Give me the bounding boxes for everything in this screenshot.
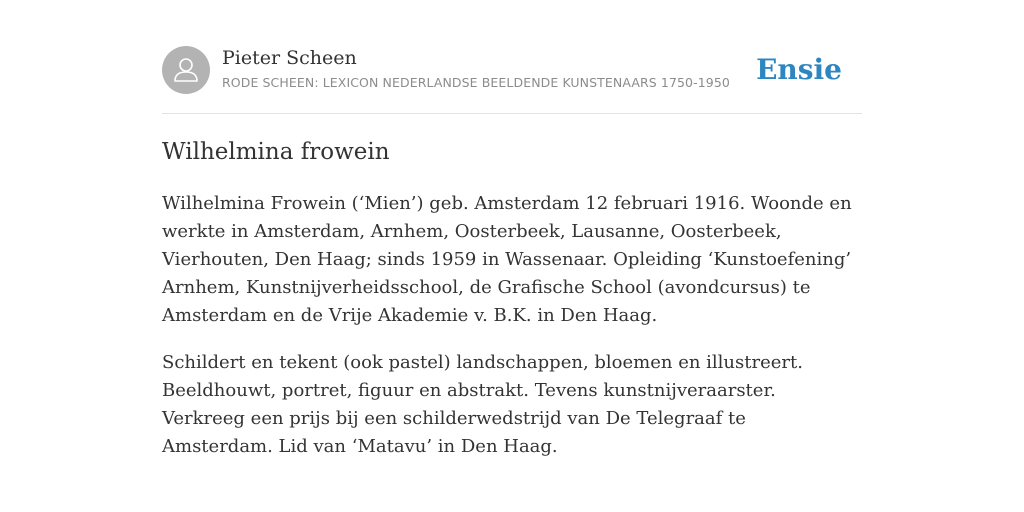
source-title[interactable]: RODE SCHEEN: LEXICON NEDERLANDSE BEELDENDE KUNSTENAARS 1750-1950 bbox=[222, 75, 730, 90]
article-paragraph: Wilhelmina Frowein (‘Mien’) geb. Amsterdam 12 februari 1916. Woonde en werkte in Amsterdam, Arnhem, Oosterbeek, Lausanne, Oosterbeek, Vierhouten, Den Haag; sinds 1959 in Wassenaar. Opleiding ‘Kunstoefening’ Arnhem, Kunstnijverheidsschool, de Grafische School (avondcursus) te Amsterdam en de Vrije Akademie v. B.K. in Den Haag. bbox=[162, 193, 852, 326]
page-title: Wilhelmina frowein bbox=[162, 139, 390, 165]
author-avatar[interactable] bbox=[162, 46, 210, 94]
user-placeholder-icon bbox=[162, 46, 210, 94]
article-body bbox=[162, 190, 862, 480]
article-paragraph: Schildert en tekent (ook pastel) landschappen, bloemen en illustreert. Beeldhouwt, portret, figuur en abstrakt. Tevens kunstnijveraarster. Verkreeg een prijs bij een schilderwedstrijd van De Telegraaf te Amsterdam. Lid van ‘Matavu’ in Den Haag. bbox=[162, 352, 803, 457]
author-name[interactable]: Pieter Scheen bbox=[222, 47, 357, 69]
header-divider bbox=[162, 113, 862, 114]
brand-logo[interactable]: Ensie bbox=[756, 53, 842, 86]
article-header bbox=[162, 46, 862, 96]
